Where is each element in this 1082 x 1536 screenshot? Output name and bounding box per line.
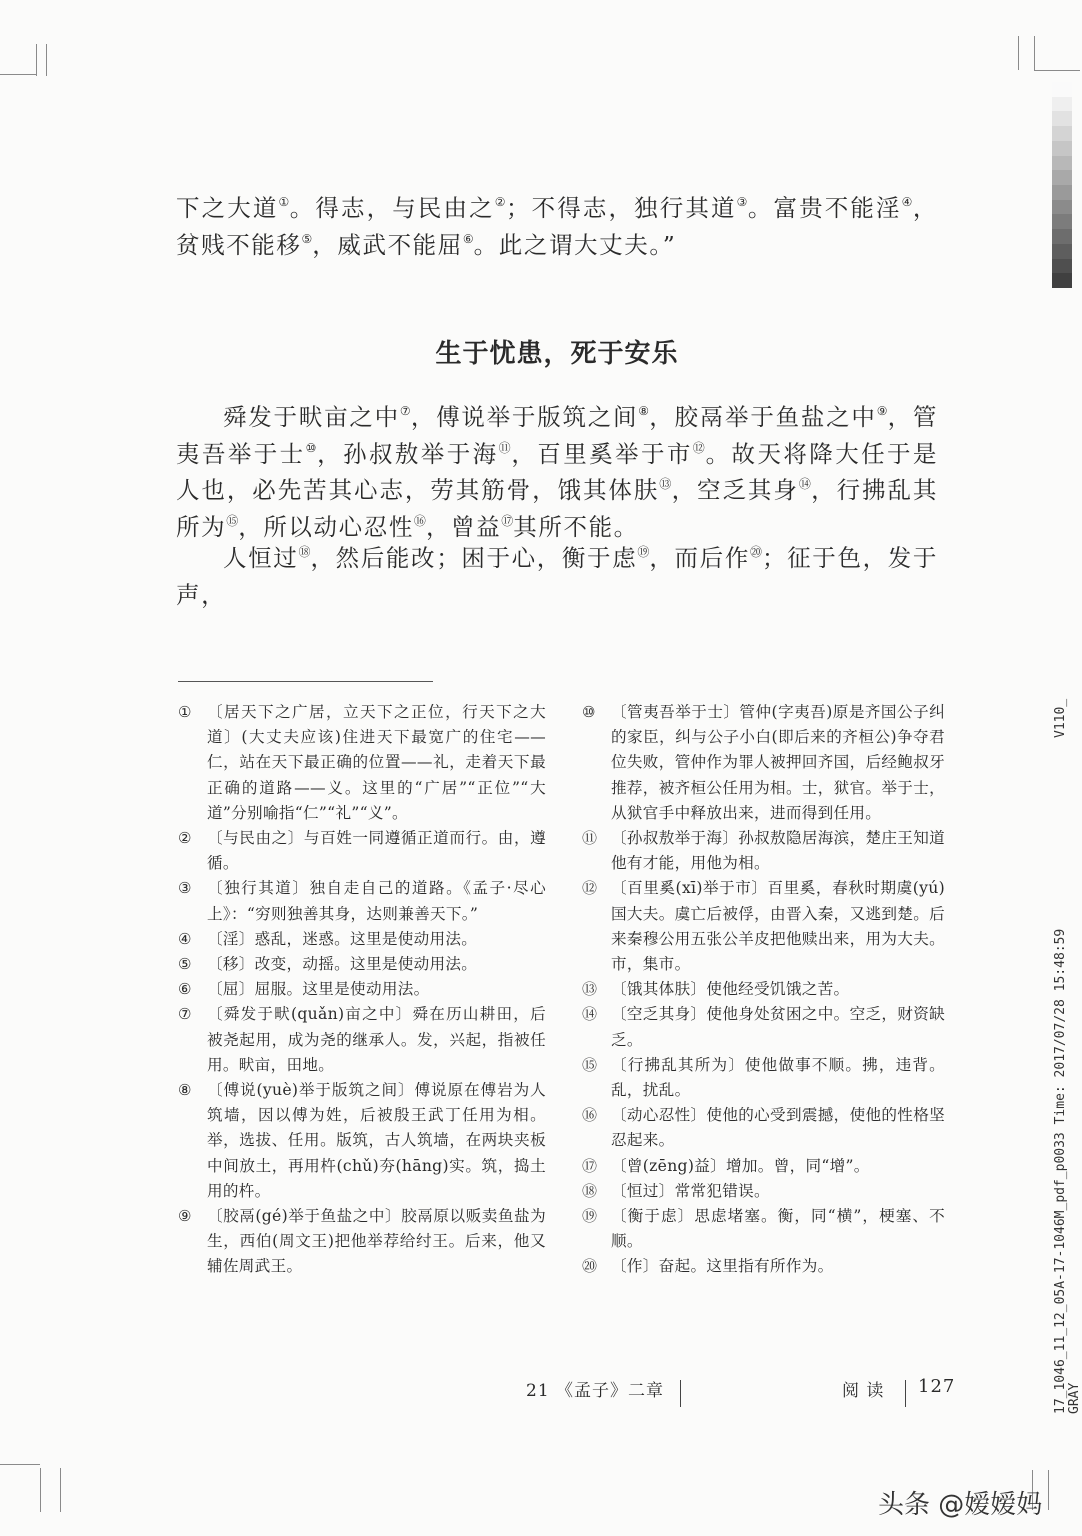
footnote-number: ⑬	[582, 980, 598, 999]
footnote-marker[interactable]: ⑲	[637, 545, 650, 559]
text-segment: 。富贵不能淫	[747, 194, 902, 222]
footnote-text: 〔衡于虑〕思虑堵塞。衡，同“横”，梗塞、不顺。	[611, 1207, 945, 1251]
footnote-item	[178, 700, 546, 826]
footnote-number: ⑥	[178, 980, 192, 999]
footnote-text: 〔傅说(yuè)举于版筑之间〕傅说原在傅岩为人筑墙，因以傅为姓，后被殷王武丁任用为相。举，选拔、任用。版筑，古人筑墙，在两块夹板中间放土，再用杵(chǔ)夯(hāng)实。筑，捣土用的杵。	[207, 1081, 546, 1200]
text-segment: ，傅说举于版筑之间	[410, 403, 639, 431]
footnote-marker[interactable]: ①	[278, 195, 290, 209]
footnote-text: 〔动心忍性〕使他的心受到震撼，使他的性格坚忍起来。	[611, 1106, 945, 1150]
body-paragraph-1	[176, 399, 938, 545]
crop-mark	[0, 74, 36, 75]
footnote-text: 〔与民由之〕与百姓一同遵循正道而行。由，遵循。	[207, 829, 546, 873]
footnote-item	[178, 1078, 546, 1204]
footer-section: 阅 读	[842, 1381, 885, 1401]
text-segment: ，管夷吾举于士	[176, 403, 938, 468]
footnote-number: ⑱	[582, 1181, 598, 1200]
footnote-text: 〔恒过〕常常犯错误。	[611, 1181, 770, 1200]
text-segment: 其所不能。	[513, 512, 639, 541]
footnote-text: 〔淫〕惑乱，迷惑。这里是使动用法。	[207, 929, 478, 948]
footnote-number: ⑰	[582, 1156, 598, 1175]
footnote-item	[178, 952, 546, 977]
footnote-number: ⑤	[178, 955, 192, 974]
text-segment: 。得志，与民由之	[289, 194, 495, 222]
footnote-number: ⑨	[178, 1207, 192, 1226]
footnote-item	[178, 826, 546, 876]
crop-mark	[0, 1464, 40, 1465]
footnote-item	[582, 1002, 945, 1052]
footnote-marker[interactable]: ⑰	[501, 513, 514, 528]
footnote-item	[582, 1204, 945, 1254]
text-segment: ，所以动心忍性	[238, 512, 414, 541]
text-segment: ，空乏其身	[671, 476, 799, 504]
text-segment: ，而后作	[649, 544, 750, 572]
text-segment: 。此之谓大丈夫。”	[473, 230, 677, 259]
footnote-item	[582, 826, 945, 876]
crop-mark	[60, 1468, 61, 1512]
watermark: 头条 @嫒嫒妈	[878, 1490, 1043, 1520]
footer-lesson: 21 《孟子》二章	[526, 1381, 665, 1401]
body-paragraph-2	[176, 540, 938, 613]
text-segment: ，孙叔敖举于海	[317, 439, 499, 468]
text-segment: ；不得志，独行其道	[506, 194, 737, 222]
grayscale-strip	[1052, 82, 1072, 288]
footnote-text: 〔居天下之广居，立天下之正位，行天下之大道〕(大丈夫应该)住进天下最宽广的住宅——仁，站在天下最正确的位置——礼，走着天下最正确的道路——义。这里的“广居”“正位”“大道”分别喻指“仁”“礼”“义”。	[207, 703, 546, 822]
footnote-number: ④	[178, 929, 192, 948]
footnote-text: 〔曾(zēng)益〕增加。曾，同“增”。	[611, 1156, 870, 1175]
footnote-marker[interactable]: ②	[494, 195, 506, 209]
footnote-item	[582, 700, 945, 826]
footnote-marker[interactable]: ⑦	[399, 404, 411, 418]
footnote-number: ③	[178, 879, 192, 898]
footnote-text: 〔空乏其身〕使他身处贫困之中。空乏，财资缺乏。	[611, 1005, 945, 1049]
footnote-number: ②	[178, 829, 192, 848]
footnote-marker[interactable]: ⑩	[305, 440, 318, 455]
footer-divider	[905, 1380, 906, 1407]
print-file-info: 17_1046_11_12_05A-17-1046M_pdf_p0033 Time: 2017/07/28 15:48:59	[1053, 928, 1068, 1414]
footnote-marker[interactable]: ⑤	[301, 231, 313, 246]
footnote-text: 〔行拂乱其所为〕使他做事不顺。拂，违背。乱，扰乱。	[611, 1055, 945, 1100]
top-paragraph	[176, 190, 938, 263]
footnote-item	[178, 977, 546, 1002]
footnote-marker[interactable]: ⑨	[876, 404, 888, 418]
text-segment: ，百里奚举于市	[511, 439, 693, 468]
footnote-item	[582, 977, 945, 1002]
footnote-item	[582, 876, 945, 977]
footnote-number: ⑳	[582, 1257, 598, 1276]
footnote-marker[interactable]: ⑭	[798, 477, 812, 491]
crop-mark	[36, 44, 37, 76]
footnote-item	[582, 1179, 945, 1204]
text-segment: 。故天将降大任于是人也，必先苦其心志，劳其筋骨，饿其体肤	[176, 439, 939, 504]
footnote-marker[interactable]: ④	[901, 195, 913, 209]
footnote-item	[178, 1204, 546, 1280]
footnote-number: ⑫	[582, 879, 598, 898]
footnote-number: ⑩	[582, 703, 596, 721]
footnote-marker[interactable]: ⑬	[659, 477, 672, 491]
footnote-text: 〔移〕改变，动摇。这里是使动用法。	[207, 955, 478, 974]
text-segment: ，胶鬲举于鱼盐之中	[649, 403, 877, 431]
footnote-item	[178, 1002, 546, 1078]
text-segment: ，曾益	[425, 512, 502, 541]
footnote-marker[interactable]: ⑥	[462, 231, 474, 246]
text-segment: 人恒过	[223, 544, 299, 572]
footer-divider	[680, 1380, 681, 1407]
section-title: 生于忧患，死于安乐	[435, 339, 679, 369]
footnote-text: 〔百里奚(xī)举于市〕百里奚，春秋时期虞(yú)国大夫。虞亡后被俘，由晋入秦，又逃到楚。后来秦穆公用五张公羊皮把他赎出来，用为大夫。市，集市。	[611, 879, 945, 974]
footnote-text: 〔舜发于畎(quǎn)亩之中〕舜在历山耕田，后被尧起用，成为尧的继承人。发，兴起，指被任用。畎亩，田地。	[207, 1005, 546, 1074]
footnote-item	[178, 927, 546, 952]
footnote-text: 〔管夷吾举于士〕管仲(字夷吾)原是齐国公子纠的家臣，纠与公子小白(即后来的齐桓公)争夺君位失败，管仲作为罪人被押回齐国，后经鲍叔牙推荐，被齐桓公任用为相。士，狱官。举于士，从狱官手中释放出来，进而得到任用。	[611, 703, 945, 822]
print-gray-label: GRAY	[1067, 1382, 1082, 1414]
footnote-marker[interactable]: ⑯	[413, 513, 426, 528]
footnote-item	[582, 1254, 945, 1279]
footnote-number: ⑭	[582, 1005, 598, 1024]
footnote-text: 〔孙叔敖举于海〕孙叔敖隐居海滨，楚庄王知道他有才能，用他为相。	[611, 829, 945, 873]
text-segment: ，行拂乱其所为	[176, 476, 938, 541]
text-segment: ，贫贱不能移	[176, 194, 938, 259]
footnote-text: 〔胶鬲(gé)举于鱼盐之中〕胶鬲原以贩卖鱼盐为生，西伯(周文王)把他举荐给纣王。后来，他又辅佐周武王。	[207, 1207, 546, 1276]
footnote-number: ⑧	[178, 1081, 192, 1100]
text-segment: ，威武不能屈	[312, 230, 463, 259]
footnote-marker[interactable]: ⑱	[298, 545, 311, 559]
footnote-text: 〔作〕奋起。这里指有所作为。	[611, 1257, 834, 1276]
footnote-number: ①	[178, 703, 192, 721]
footnote-number: ⑦	[178, 1005, 192, 1024]
crop-mark	[1034, 70, 1080, 71]
crop-mark	[1048, 1470, 1049, 1510]
print-code: V110_	[1053, 698, 1068, 738]
footnotes-right-column	[582, 700, 945, 1280]
footnote-marker[interactable]: ⑧	[638, 404, 650, 418]
crop-mark	[46, 44, 47, 76]
footnote-marker[interactable]: ⑪	[498, 440, 512, 455]
footnote-number: ⑲	[582, 1207, 598, 1226]
footnote-marker[interactable]: ⑮	[226, 513, 239, 528]
text-segment: 下之大道	[176, 194, 279, 222]
footnote-marker[interactable]: ⑫	[692, 440, 706, 455]
crop-mark	[1034, 36, 1035, 70]
text-segment: ；征于色，发于声，	[176, 544, 938, 609]
footnote-marker[interactable]: ⑳	[749, 545, 763, 559]
footnote-number: ⑪	[582, 829, 598, 848]
footnote-text: 〔屈〕屈服。这里是使动用法。	[207, 980, 430, 999]
footnote-item	[178, 876, 546, 926]
footnote-text: 〔饿其体肤〕使他经受饥饿之苦。	[611, 980, 850, 999]
footnote-item	[582, 1154, 945, 1179]
footer-page-number: 127	[918, 1376, 956, 1397]
text-segment: ，然后能改；困于心，衡于虑	[310, 544, 638, 572]
footnote-marker[interactable]: ③	[736, 195, 748, 209]
footnote-number: ⑯	[582, 1106, 598, 1125]
crop-mark	[1018, 36, 1019, 70]
footnotes-left-column	[178, 700, 546, 1280]
crop-mark	[40, 1468, 41, 1512]
footnote-text: 〔独行其道〕独自走自己的道路。《孟子·尽心上》：“穷则独善其身，达则兼善天下。”	[207, 879, 546, 923]
text-segment: 舜发于畎亩之中	[223, 403, 400, 431]
footnote-rule	[178, 681, 433, 682]
footnote-number: ⑮	[582, 1055, 598, 1074]
footnote-item	[582, 1053, 945, 1103]
footnote-item	[582, 1103, 945, 1153]
